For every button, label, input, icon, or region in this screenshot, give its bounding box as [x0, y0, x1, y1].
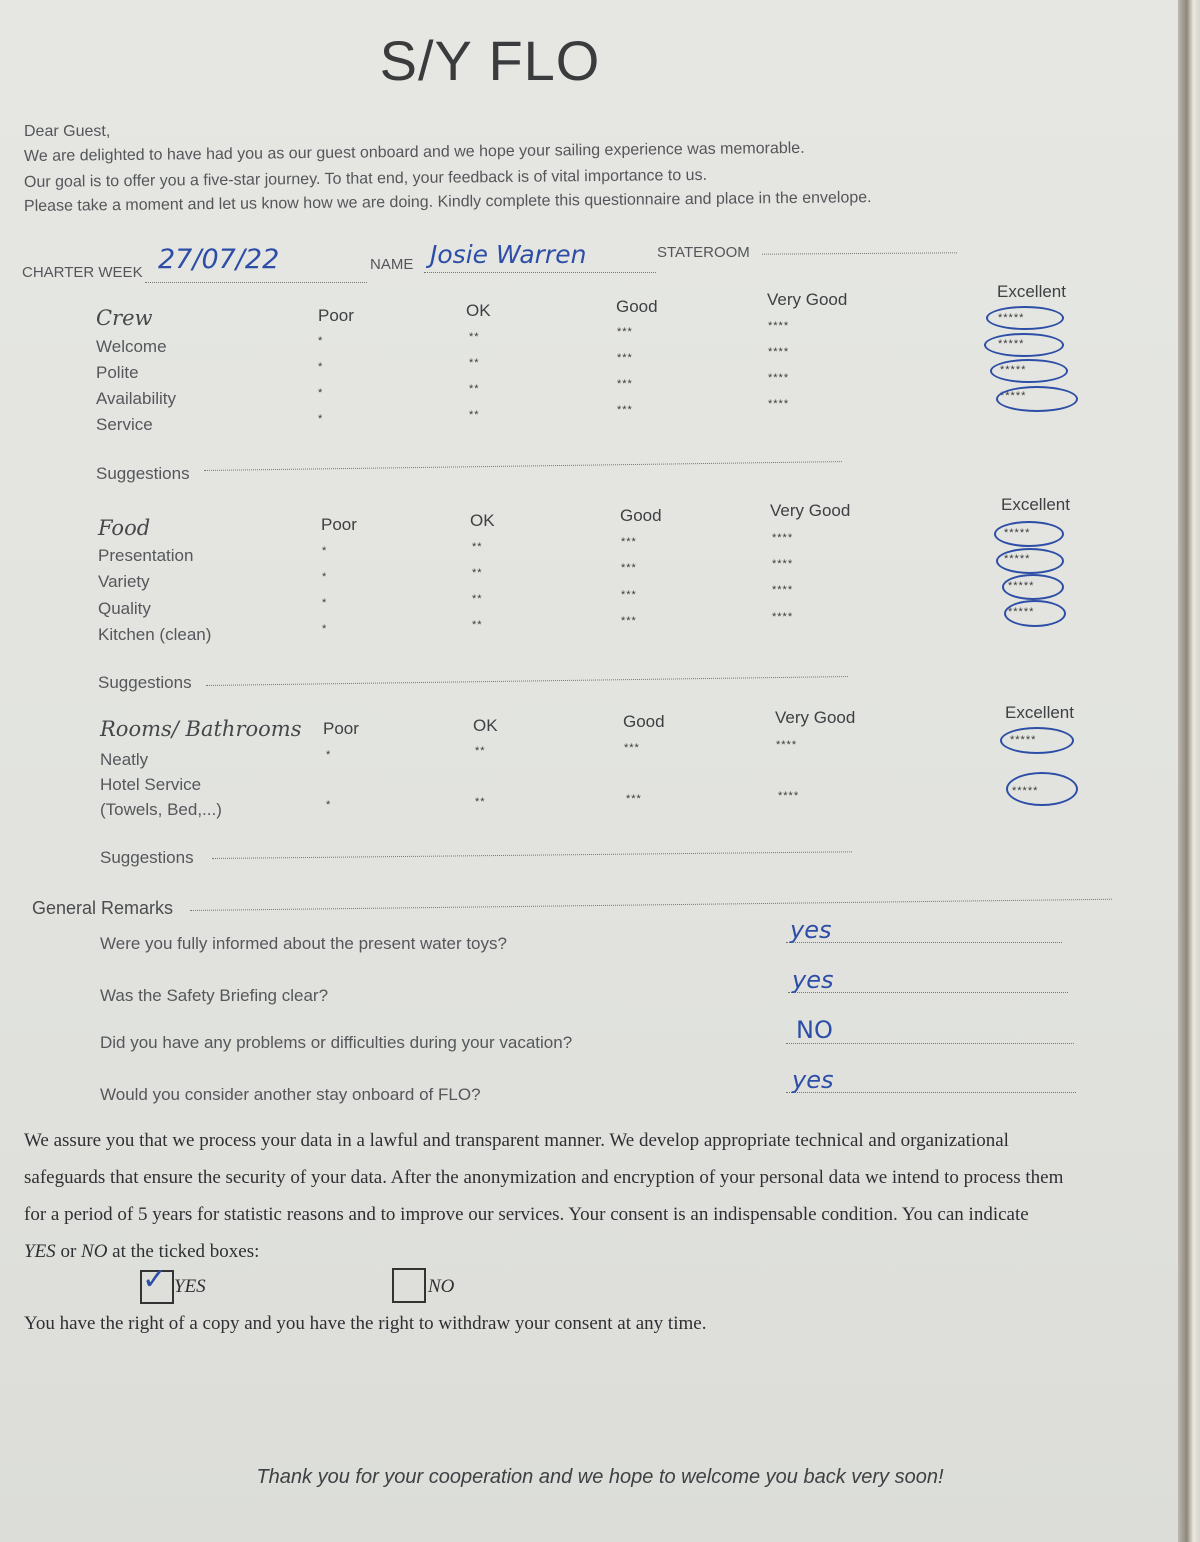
- rooms-suggestions-line[interactable]: [212, 851, 852, 859]
- selection-circle: [996, 548, 1064, 574]
- rating-very-good[interactable]: ****: [772, 532, 794, 544]
- food-suggestions-label: Suggestions: [98, 673, 192, 692]
- name-value[interactable]: Josie Warren: [430, 240, 587, 269]
- rating-ok[interactable]: **: [472, 541, 483, 553]
- rating-very-good[interactable]: ****: [768, 372, 790, 384]
- rating-good[interactable]: ***: [626, 793, 642, 805]
- rooms-item-hotel-service: Hotel Service: [100, 775, 202, 794]
- general-remarks-line[interactable]: [190, 899, 1112, 911]
- rating-very-good[interactable]: ****: [768, 346, 790, 358]
- rating-ok[interactable]: **: [469, 409, 480, 421]
- answer-safety-briefing[interactable]: yes: [792, 966, 834, 994]
- crew-item-availability: Availability: [96, 389, 177, 408]
- rating-poor[interactable]: *: [322, 545, 328, 557]
- footer-thanks: Thank you for your cooperation and we hope to welcome you back very soon!: [256, 1466, 944, 1488]
- rooms-item-towels-bed: (Towels, Bed,...): [100, 800, 222, 819]
- food-header-good: Good: [620, 506, 662, 525]
- crew-header-excellent: Excellent: [997, 282, 1066, 301]
- crew-header-ok: OK: [466, 301, 491, 320]
- selection-circle: [1000, 727, 1074, 754]
- rating-excellent[interactable]: *****: [1004, 527, 1031, 539]
- legal-notice: [24, 1122, 1184, 1270]
- rooms-header-good: Good: [623, 712, 665, 731]
- legal-rest: at the ticked boxes:: [107, 1241, 260, 1262]
- answer-problems[interactable]: NO: [796, 1016, 833, 1044]
- legal-line-2: safeguards that ensure the security of your data. After the anonymization and encryption of your personal data we intend to process them: [24, 1167, 1064, 1188]
- selection-circle: [996, 386, 1078, 412]
- rating-poor[interactable]: *: [318, 413, 324, 425]
- rating-very-good[interactable]: ****: [772, 584, 794, 596]
- check-icon: ✓: [142, 1263, 168, 1296]
- rating-poor[interactable]: *: [322, 597, 328, 609]
- charter-week-value[interactable]: 27/07/22: [158, 244, 280, 275]
- crew-header-very-good: Very Good: [767, 290, 848, 309]
- selection-circle: [994, 521, 1064, 547]
- food-item-quality: Quality: [98, 599, 151, 618]
- question-safety-briefing: Was the Safety Briefing clear?: [100, 986, 329, 1005]
- rating-poor[interactable]: *: [326, 749, 332, 761]
- rooms-suggestions-label: Suggestions: [100, 848, 194, 867]
- name-label: NAME: [370, 256, 414, 273]
- stateroom-line[interactable]: [762, 252, 957, 254]
- question-another-stay: Would you consider another stay onboard of FLO?: [100, 1085, 481, 1104]
- question-problems: Did you have any problems or difficulties during your vacation?: [100, 1033, 573, 1052]
- intro-line-1: We are delighted to have had you as our guest onboard and we hope your sailing experience was memorable.: [23, 139, 805, 165]
- rating-excellent[interactable]: *****: [1008, 606, 1035, 618]
- rating-very-good[interactable]: ****: [768, 320, 790, 332]
- rating-ok[interactable]: **: [472, 593, 483, 605]
- rating-ok[interactable]: **: [475, 745, 486, 757]
- rating-excellent[interactable]: *****: [1000, 364, 1027, 376]
- legal-yes: YES: [24, 1241, 56, 1262]
- selection-circle: [1002, 574, 1064, 600]
- rating-good[interactable]: ***: [617, 404, 633, 416]
- rating-good[interactable]: ***: [621, 536, 637, 548]
- charter-week-line: [145, 282, 367, 283]
- rating-poor[interactable]: *: [318, 387, 324, 399]
- stateroom-label: STATEROOM: [657, 244, 750, 261]
- rating-ok[interactable]: **: [472, 619, 483, 631]
- paper-edge: [1178, 0, 1200, 1542]
- rating-ok[interactable]: **: [472, 567, 483, 579]
- rating-poor[interactable]: *: [322, 623, 328, 635]
- rating-ok[interactable]: **: [469, 383, 480, 395]
- rooms-header-very-good: Very Good: [775, 708, 856, 727]
- rating-good[interactable]: ***: [621, 562, 637, 574]
- intro-line-2: Our goal is to offer you a five-star journey. To that end, your feedback is of vital importance to us.: [23, 166, 708, 191]
- rating-excellent[interactable]: *****: [998, 312, 1025, 324]
- consent-no-checkbox[interactable]: [392, 1268, 426, 1303]
- selection-circle: [984, 333, 1064, 357]
- question-water-toys: Were you fully informed about the present water toys?: [100, 934, 507, 953]
- food-title: Food: [98, 516, 151, 540]
- rating-excellent[interactable]: *****: [1000, 390, 1027, 402]
- selection-circle: [986, 306, 1064, 330]
- legal-line-4: [24, 1233, 1184, 1270]
- selection-circle: [1006, 772, 1078, 806]
- rating-poor[interactable]: *: [318, 361, 324, 373]
- intro-line-3: Please take a moment and let us know how we are doing. Kindly complete this questionnaire and place in the envelope.: [23, 189, 872, 215]
- rooms-header-excellent: Excellent: [1005, 703, 1074, 722]
- rating-excellent[interactable]: *****: [1012, 785, 1039, 797]
- food-item-variety: Variety: [98, 572, 150, 591]
- greeting: Dear Guest,: [24, 123, 111, 140]
- food-header-ok: OK: [470, 511, 495, 530]
- food-header-very-good: Very Good: [770, 501, 851, 520]
- crew-item-service: Service: [96, 415, 153, 434]
- charter-week-label: CHARTER WEEK: [22, 264, 143, 281]
- rating-good[interactable]: ***: [617, 378, 633, 390]
- answer-another-stay[interactable]: yes: [792, 1066, 834, 1094]
- crew-title: Crew: [96, 306, 153, 330]
- rating-very-good[interactable]: ****: [776, 739, 798, 751]
- rating-very-good[interactable]: ****: [778, 790, 800, 802]
- rating-excellent[interactable]: *****: [1008, 580, 1035, 592]
- rating-ok[interactable]: **: [469, 331, 480, 343]
- name-line: [424, 272, 656, 273]
- food-header-poor: Poor: [321, 515, 357, 534]
- legal-line-3: for a period of 5 years for statistic reasons and to improve our services. Your consent is an indispensable condition. You can indicate: [24, 1204, 1029, 1225]
- rating-ok[interactable]: **: [469, 357, 480, 369]
- general-remarks-label: General Remarks: [32, 898, 174, 918]
- selection-circle: [990, 359, 1068, 383]
- rating-excellent[interactable]: *****: [998, 338, 1025, 350]
- rooms-header-ok: OK: [473, 716, 498, 735]
- rating-very-good[interactable]: ****: [772, 611, 794, 623]
- selection-circle: [1004, 600, 1066, 627]
- consent-yes-label: YES: [174, 1276, 206, 1297]
- rooms-item-neatly: Neatly: [100, 750, 149, 769]
- rooms-header-poor: Poor: [323, 719, 359, 738]
- crew-header-good: Good: [616, 297, 658, 316]
- crew-item-welcome: Welcome: [96, 337, 167, 356]
- crew-header-poor: Poor: [318, 306, 354, 325]
- food-item-kitchen: Kitchen (clean): [98, 625, 212, 644]
- rating-good[interactable]: ***: [617, 352, 633, 364]
- food-item-presentation: Presentation: [98, 546, 194, 565]
- consent-no-label: NO: [428, 1276, 455, 1297]
- rating-poor[interactable]: *: [326, 799, 332, 811]
- legal-no: NO: [81, 1241, 108, 1262]
- rights-notice: You have the right of a copy and you have the right to withdraw your consent at any time.: [24, 1313, 707, 1334]
- rating-very-good[interactable]: ****: [768, 398, 790, 410]
- rating-excellent[interactable]: *****: [1004, 553, 1031, 565]
- rating-very-good[interactable]: ****: [772, 558, 794, 570]
- legal-line-1: We assure you that we process your data in a lawful and transparent manner. We develop appropriate technical and organizational: [24, 1130, 1009, 1151]
- food-header-excellent: Excellent: [1001, 495, 1070, 514]
- rating-good[interactable]: ***: [624, 742, 640, 754]
- crew-suggestions-line[interactable]: [204, 461, 842, 471]
- rating-good[interactable]: ***: [621, 615, 637, 627]
- food-suggestions-line[interactable]: [206, 676, 848, 686]
- legal-or: or: [55, 1241, 82, 1262]
- rating-poor[interactable]: *: [322, 571, 328, 583]
- crew-suggestions-label: Suggestions: [96, 464, 190, 483]
- answer-water-toys[interactable]: yes: [790, 916, 832, 944]
- rating-ok[interactable]: **: [475, 796, 486, 808]
- crew-item-polite: Polite: [96, 363, 139, 382]
- rating-excellent[interactable]: *****: [1010, 734, 1037, 746]
- page-title: S/Y FLO: [379, 29, 601, 92]
- rating-poor[interactable]: *: [318, 335, 324, 347]
- rooms-title: Rooms/ Bathrooms: [100, 717, 302, 741]
- rating-good[interactable]: ***: [621, 589, 637, 601]
- rating-good[interactable]: ***: [617, 326, 633, 338]
